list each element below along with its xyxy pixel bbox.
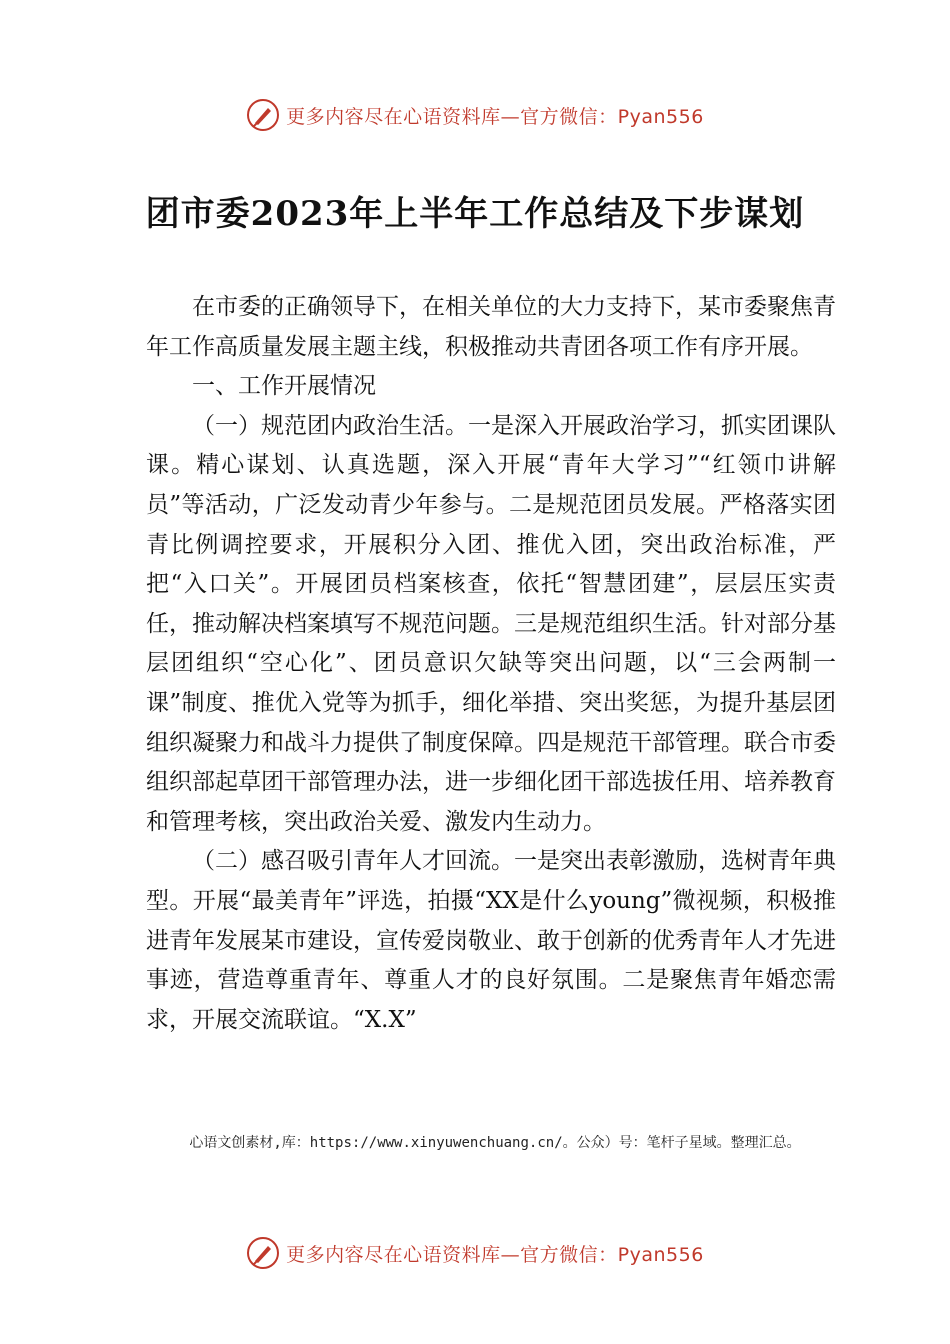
section-1-paragraph: （一）规范团内政治生活。一是深入开展政治学习，抓实团课队课。精心谋划、认真选题，深入开展“青年大学习”“红领巾讲解员”等活动，广泛发动青少年参与。二是规范团员发展。严格落实团青比例调控要求，开展积分入团、推优入团，突出政治标准，严把“入口关”。开展团员档案核查，依托“智慧团建”，层层压实责任，推动解决档案填写不规范问题。三是规范组织生活。针对部分基层团组织“空心化”、团员意识欠缺等突出问题，以“三会两制一课”制度、推优入党等为抓手，细化举措、突出奖惩，为提升基层团组织凝聚力和战斗力提供了制度保障。四是规范干部管理。联合市委组织部起草团干部管理办法，进一步细化团干部选拔任用、培养教育和管理考核，突出政治关爱、激发内生动力。 [146, 412, 836, 835]
top-banner [0, 95, 950, 135]
section-2-paragraph: （二）感召吸引青年人才回流。一是突出表彰激励，选树青年典型。开展“最美青年”评选，拍摄“XX是什么young”微视频，积极推进青年发展某市建设，宣传爱岗敬业、敢于创新的优秀青年人才先进事迹，营造尊重青年、尊重人才的良好氛围。二是聚焦青年婚恋需求，开展交流联谊。“X.X” [146, 848, 836, 1033]
intro-paragraph: 在市委的正确领导下，在相关单位的大力支持下，某市委聚焦青年工作高质量发展主题主线，积极推动共青团各项工作有序开展。 [146, 294, 836, 360]
footer-note: 心语文创素材,库：https://www.xinyuwenchuang.cn/。公众）号：笔杆子星域。整理汇总。 [189, 1135, 801, 1151]
page-title: 团市委2023年上半年工作总结及下步谋划 [145, 194, 805, 234]
banner-text: 更多内容尽在心语资料库—官方微信：Pyan556 [286, 105, 704, 128]
document-body [146, 288, 836, 1040]
bottom-banner [0, 1233, 950, 1273]
banner-text: 更多内容尽在心语资料库—官方微信：Pyan556 [286, 1243, 704, 1266]
section-heading: 一、工作开展情况 [192, 373, 376, 400]
wechat-account: Pyan556 [617, 1243, 704, 1266]
pen-logo-icon [246, 98, 280, 132]
pen-logo-icon [246, 1236, 280, 1270]
wechat-account: Pyan556 [617, 105, 704, 128]
